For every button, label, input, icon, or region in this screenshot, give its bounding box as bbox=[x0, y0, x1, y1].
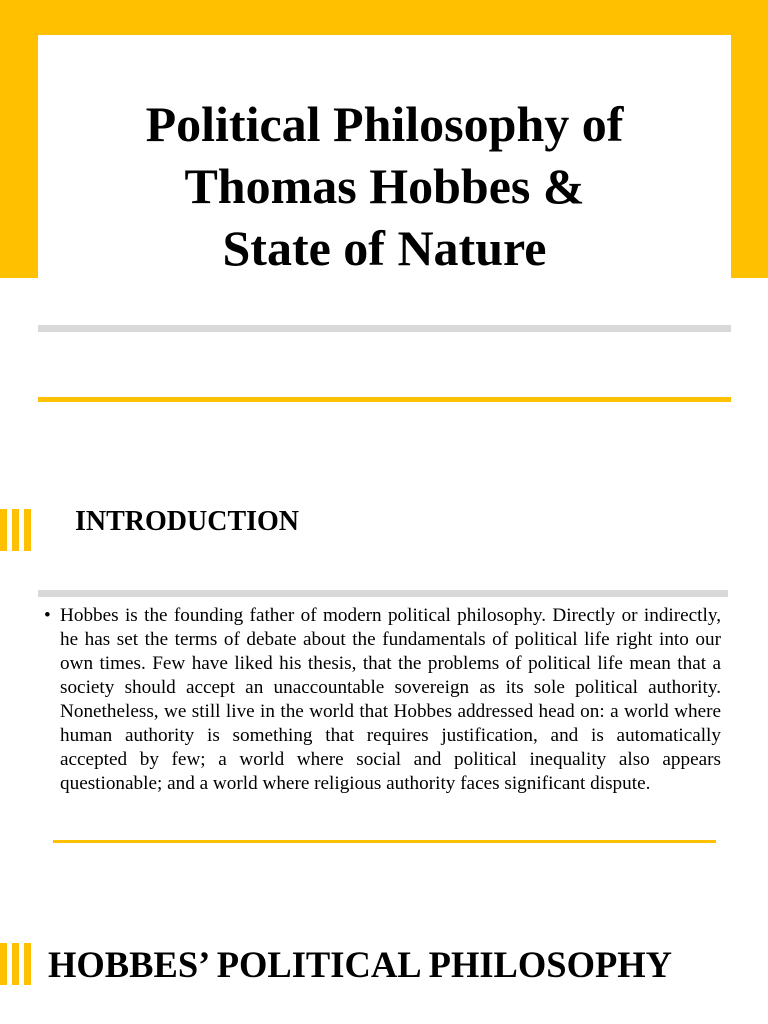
gray-divider bbox=[38, 325, 731, 332]
title-line-2: Thomas Hobbes & bbox=[184, 158, 585, 214]
title-box bbox=[38, 35, 731, 278]
accent-bar bbox=[0, 943, 7, 985]
accent-bar bbox=[0, 509, 7, 551]
accent-bar bbox=[24, 943, 31, 985]
accent-bars-icon bbox=[0, 943, 31, 985]
accent-bars-icon bbox=[0, 509, 31, 551]
introduction-heading: INTRODUCTION bbox=[75, 506, 300, 537]
gold-divider bbox=[38, 397, 731, 402]
title-line-3: State of Nature bbox=[222, 220, 547, 276]
introduction-body bbox=[44, 604, 721, 796]
title-line-1: Political Philosophy of bbox=[145, 96, 624, 152]
accent-bar bbox=[24, 509, 31, 551]
accent-bar bbox=[12, 509, 19, 551]
section-heading: HOBBES’ POLITICAL PHILOSOPHY bbox=[48, 944, 673, 985]
list-item bbox=[44, 604, 721, 796]
document-title bbox=[38, 93, 731, 279]
accent-bar bbox=[12, 943, 19, 985]
bullet-icon: • bbox=[44, 605, 51, 626]
title-slide bbox=[0, 0, 768, 278]
introduction-bottom-divider bbox=[53, 840, 716, 843]
introduction-paragraph: Hobbes is the founding father of modern political philosophy. Directly or indirectly, he has set the terms of debate about the fundamentals of political life right into our own times. Few have liked his thesis, that the problems of political life mean that a society should accept an unaccountable sovereign as its sole political authority. Nonetheless, we still live in the world that Hobbes addressed head on: a world where human authority is something that requires justification, and is automatically accepted by few; a world where social and political inequality also appears questionable; and a world where religious authority faces significant dispute. bbox=[60, 605, 721, 794]
introduction-divider bbox=[38, 590, 728, 597]
